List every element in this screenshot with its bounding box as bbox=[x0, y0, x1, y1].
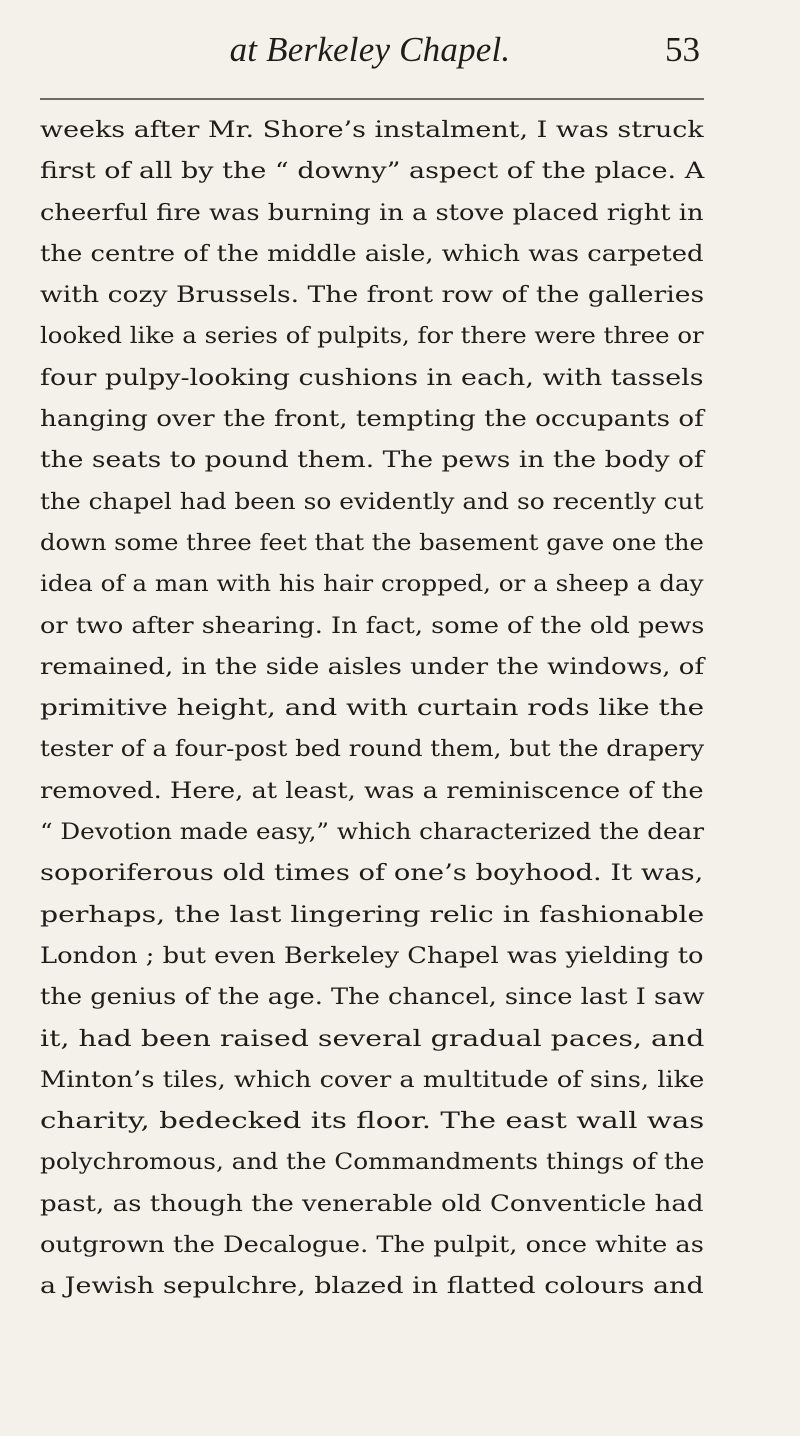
text-line: the seats to pound them. The pews in the body of bbox=[40, 448, 704, 474]
running-head bbox=[120, 22, 700, 78]
text-line: charity, bedecked its floor. The east wall was bbox=[40, 1109, 705, 1135]
text-line: the centre of the middle aisle, which was carpeted bbox=[40, 241, 704, 267]
text-line: remained, in the side aisles under the windows, of bbox=[40, 654, 705, 680]
running-title: at Berkeley Chapel. bbox=[229, 30, 511, 69]
text-line: weeks after Mr. Shore’s instalment, I was struck bbox=[40, 118, 704, 143]
header-rule bbox=[40, 98, 704, 100]
text-line: the chapel had been so evidently and so recently cut bbox=[40, 489, 704, 515]
text-line: past, as though the venerable old Conventicle had bbox=[40, 1191, 704, 1217]
text-line: four pulpy-looking cushions in each, with tassels bbox=[40, 365, 704, 391]
text-line: idea of a man with his hair cropped, or a sheep a day bbox=[40, 572, 704, 598]
text-line: London ; but even Berkeley Chapel was yielding to bbox=[40, 943, 704, 969]
text-line: soporiferous old times of one’s boyhood. It was, bbox=[40, 861, 704, 887]
text-line: removed. Here, at least, was a reminiscence of the bbox=[40, 778, 704, 804]
text-line: down some three feet that the basement gave one the bbox=[40, 530, 704, 556]
text-line: cheerful fire was burning in a stove placed right in bbox=[40, 200, 704, 226]
text-line: hanging over the front, tempting the occupants of bbox=[40, 407, 704, 433]
text-line: Minton’s tiles, which cover a multitude of sins, like bbox=[40, 1067, 705, 1093]
text-line: first of all by the “ downy” aspect of the place. A bbox=[40, 159, 705, 185]
text-line: primitive height, and with curtain rods like the bbox=[40, 696, 705, 722]
text-line: tester of a four-post bed round them, but the drapery bbox=[40, 737, 705, 763]
text-line: or two after shearing. In fact, some of the old pews bbox=[40, 613, 705, 639]
text-line: polychromous, and the Commandments things of the bbox=[40, 1150, 705, 1176]
body-text bbox=[40, 110, 704, 1308]
text-line: outgrown the Decalogue. The pulpit, once white as bbox=[40, 1233, 704, 1259]
text-line: perhaps, the last lingering relic in fashionable bbox=[40, 902, 705, 928]
text-line: the genius of the age. The chancel, since last I saw bbox=[40, 985, 705, 1011]
text-line: it, had been raised several gradual paces, and bbox=[40, 1026, 705, 1052]
text-line: looked like a series of pulpits, for there were three or bbox=[40, 324, 704, 350]
page-number: 53 bbox=[665, 30, 700, 69]
text-line: “ Devotion made easy,” which characterized the dear bbox=[40, 820, 705, 846]
text-line: with cozy Brussels. The front row of the galleries bbox=[40, 283, 705, 309]
text-line: a Jewish sepulchre, blazed in flatted colours and bbox=[40, 1274, 704, 1300]
